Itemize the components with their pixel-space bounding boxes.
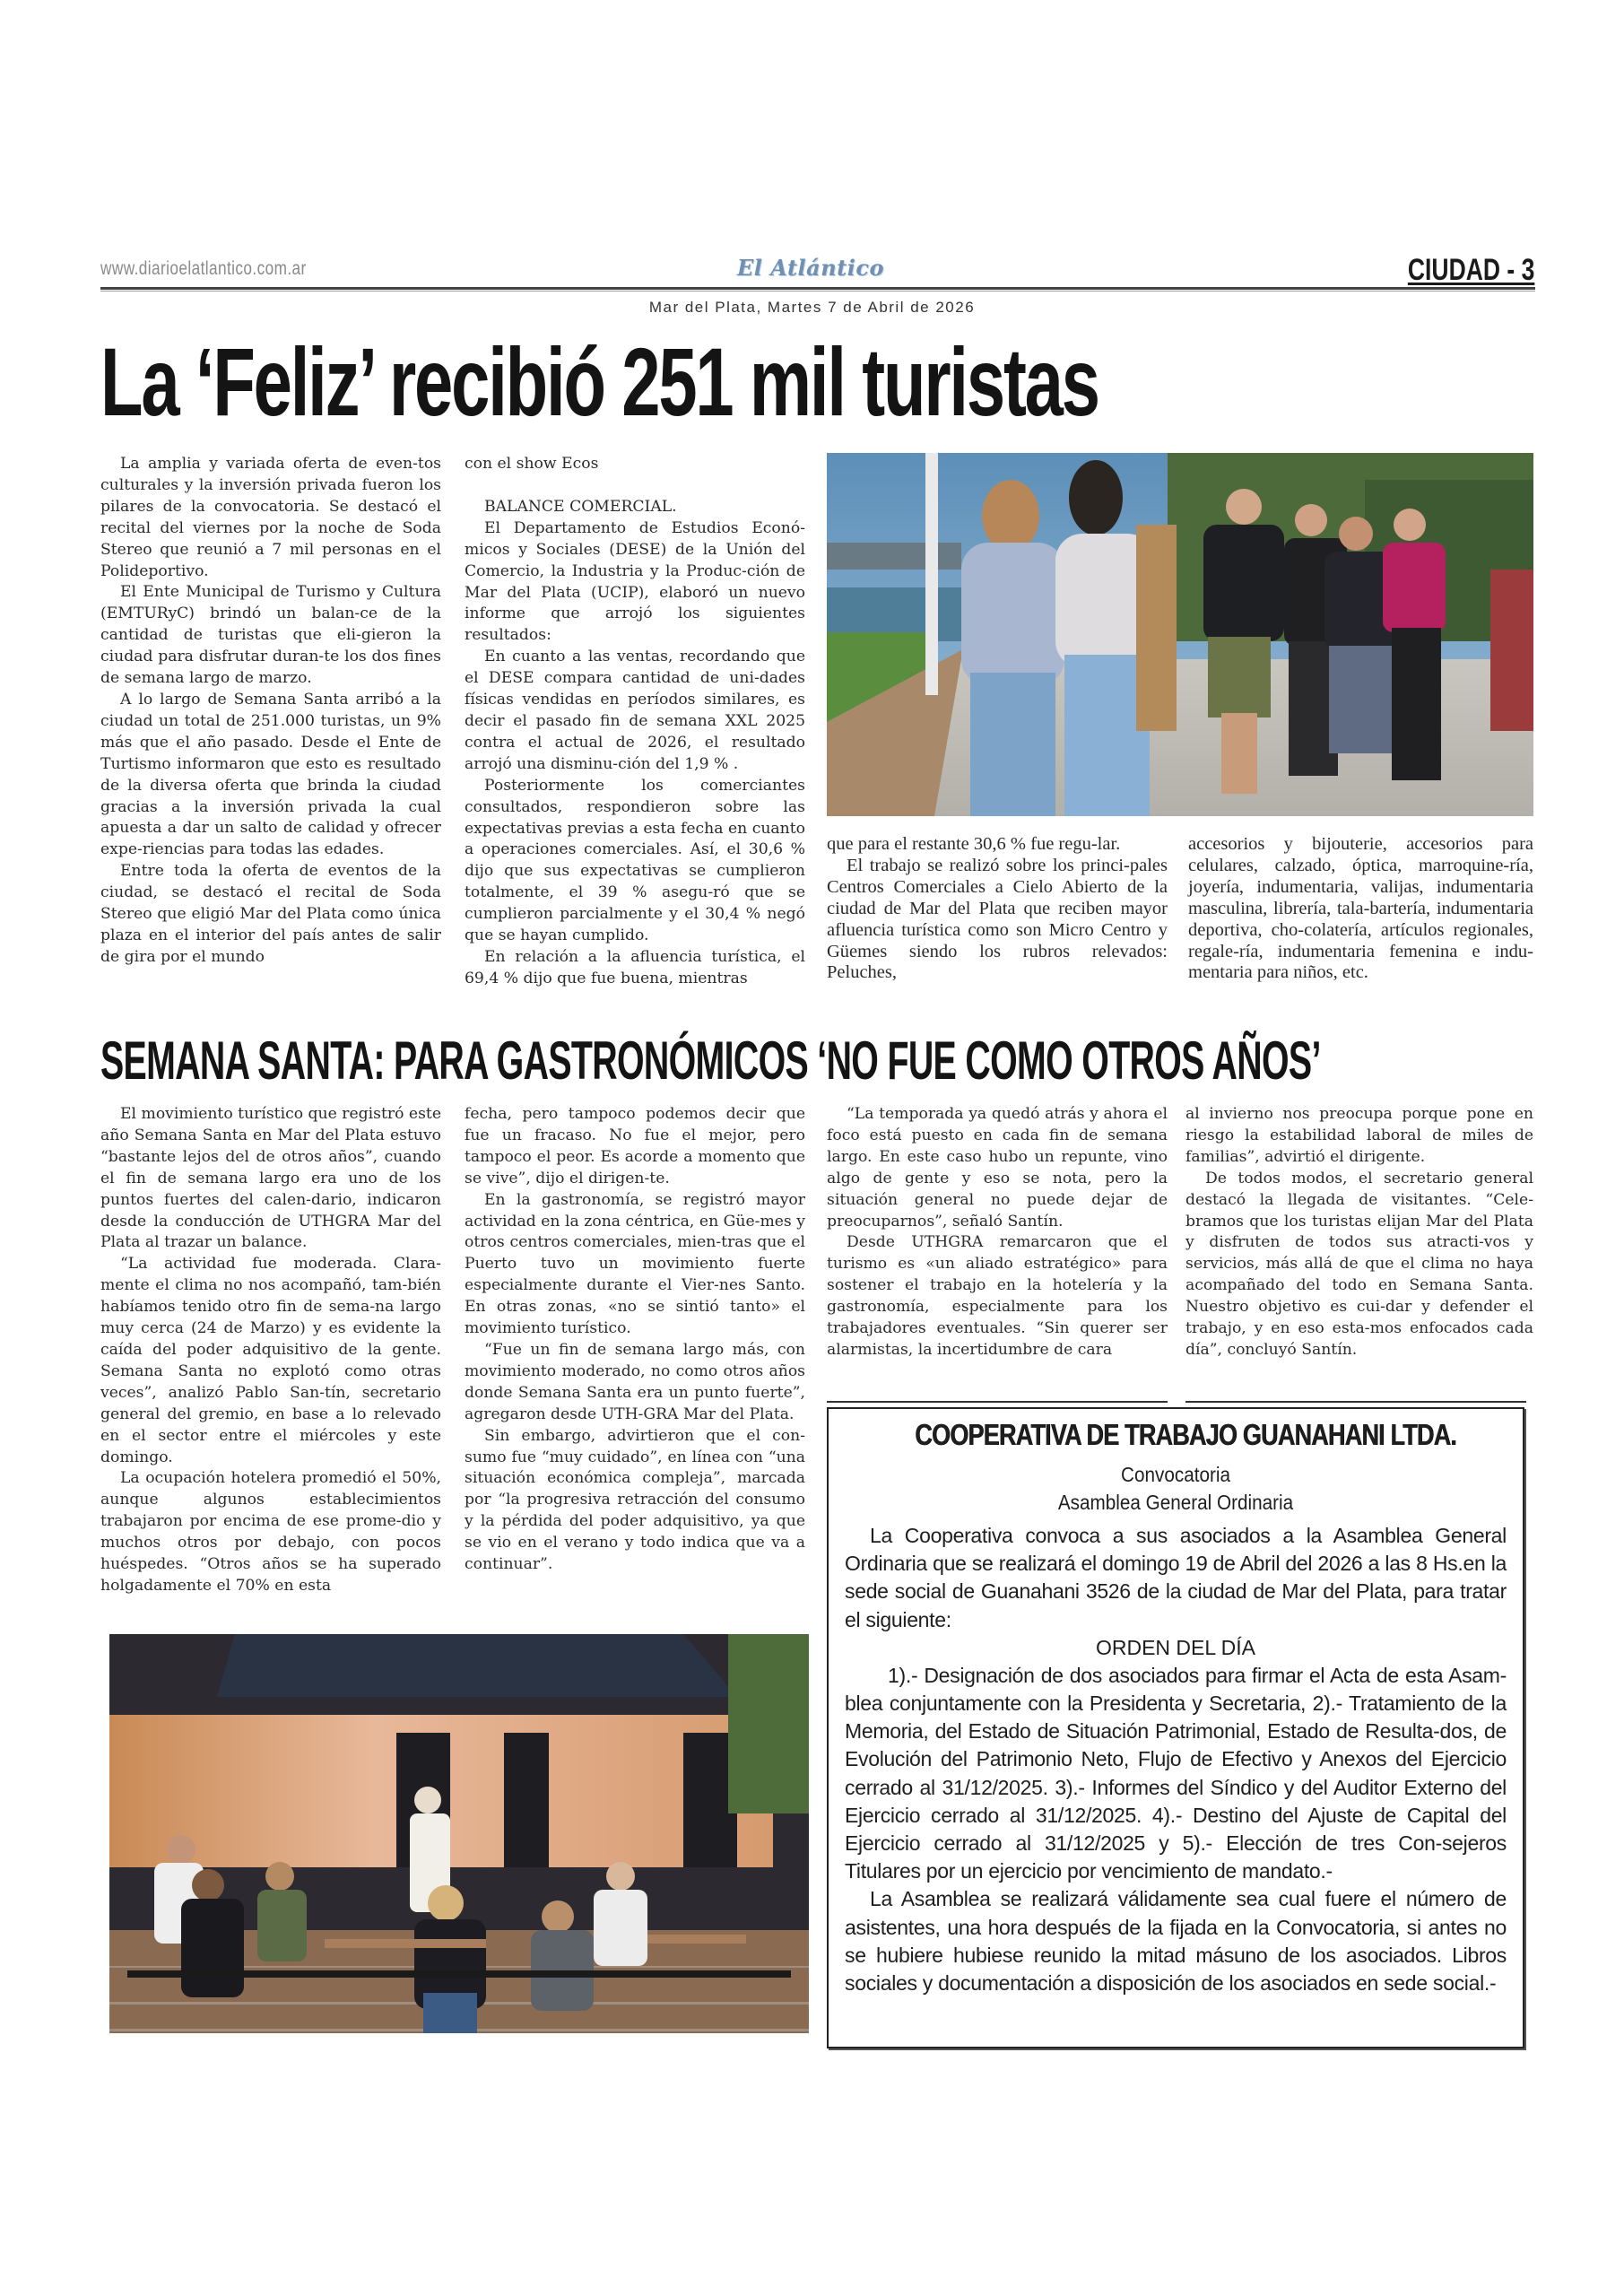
notice-intro: La Cooperativa convoca a sus asociados a la Asamblea General Ordinaria que se realizará el domingo 19 de Abril del 2026 a las 8 Hs.en la sede social de Guanahani 3526 de la ciudad de Mar del Plata, para tratar el siguiente: xyxy=(845,1524,1507,1631)
article2-headline: SEMANA SANTA: PARA GASTRONÓMICOS ‘NO FUE COMO OTROS AÑOS’ xyxy=(100,1031,1321,1091)
photo-restaurant-image xyxy=(109,1634,809,2033)
section-page-label: CIUDAD - 3 xyxy=(1407,253,1534,287)
article1-column-4 xyxy=(1188,834,1533,984)
paragraph: Entre toda la oferta de eventos de la ciudad, se destacó el recital de Soda Stereo que eligió Mar del Plata como única plaza en el interior del país antes de salir de gira por el mundo xyxy=(100,862,441,966)
paragraph: Posteriormente los comerciantes consultados, respondieron sobre las expectativas previas a esta fecha en cuanto a operaciones comerciales. Así, el 30,6 % dijo que sus expectativas se cumplieron totalmente, el 39 % asegu-ró que se cumplieron parcialmente y el 30,4 % negó que se hayan cumplido. xyxy=(465,776,805,945)
article2-column-1 xyxy=(100,1104,441,1597)
newspaper-logo: El Atlántico xyxy=(737,255,884,281)
paragraph: En cuanto a las ventas, recordando que el DESE compara cantidad de uni-dades físicas vendidas en períodos similares, es decir el pasado fin de semana XXL 2025 contra el actual de 2026, el resultado arrojó una disminu-ción del 1,9 % . xyxy=(465,648,805,773)
notice-agenda-heading: ORDEN DEL DÍA xyxy=(1095,1635,1256,1659)
paragraph: El movimiento turístico que registró este año Semana Santa en Mar del Plata estuvo “bastante lejos del de otros años”, cuando el fin de semana largo era uno de los puntos fuertes del calen-dario, indicaron desde la conducción de UTHGRA Mar del Plata al trazar un balance. xyxy=(100,1105,441,1252)
paragraph-continuation: con el show Ecos xyxy=(465,455,599,473)
paragraph: De todos modos, el secretario general destacó la llegada de visitantes. “Cele-bramos que los turistas elijan Mar del Plata y disfruten de todos sus atracti-vos y servicios, más allá de que el clima no haya acompañado del todo en Semana Santa. Nuestro objetivo es cui-dar y defender el trabajo, y en eso esta-mos enfocados cada día”, concluyó Santín. xyxy=(1185,1169,1533,1359)
photo-restaurant-terrace xyxy=(109,1634,809,2033)
article1-headline: La ‘Feliz’ recibió 251 mil turistas xyxy=(100,327,1099,436)
notice-closing: La Asamblea se realizará válidamente sea cual fuere el número de asistentes, una hora después de la fijada en la Convocatoria, si antes no se hubiere hubiese reunido la mitad másuno de los asociados. Libros sociales y documentación a disposición de los asociados en sede social.- xyxy=(845,1887,1507,1996)
paragraph: Desde UTHGRA remarcaron que el turismo es «un aliado estratégico» para sostener el trabajo en la hotelería y la gastronomía, especialmente para los trabajadores eventuales. “Sin querer ser alarmistas, la incertidumbre de cara xyxy=(827,1233,1168,1359)
article1-column-2 xyxy=(465,454,805,990)
paragraph: El trabajo se realizó sobre los princi-pales Centros Comerciales a Cielo Abierto de la ciudad de Mar del Plata que reciben mayor afluencia turística como son Micro Centro y Güemes siendo los rubros relevados: Peluches, xyxy=(827,855,1168,983)
paragraph: A lo largo de Semana Santa arribó a la ciudad un total de 251.000 turistas, un 9% más que el año pasado. Desde el Ente de Turtismo informaron que esto es resultado de la diversa oferta que brinda la ciudad gracias a la inversión privada la cual apuesta a dar un salto de calidad y ofrecer expe-riencias para todas las edades. xyxy=(100,690,441,859)
article1-column-1 xyxy=(100,454,441,969)
paragraph: “La actividad fue moderada. Clara-mente el clima no nos acompañó, tam-bién habíamos tenido otro fin de sema-na largo muy cerca (24 de Marzo) y es evidente la caída del poder adquisitivo de la gente. Semana Santa no explotó como otras veces”, analizó Pablo San-tín, secretario general del gremio, en base a lo relevado en el sector entre el miércoles y este domingo. xyxy=(100,1255,441,1466)
cooperative-assembly-notice xyxy=(827,1407,1524,2048)
notice-subtitle-assembly: Asamblea General Ordinaria xyxy=(1057,1491,1294,1514)
paragraph: “La temporada ya quedó atrás y ahora el foco está puesto en cada fin de semana largo. En este caso hubo un repunte, vino algo de gente y eso se nota, pero la situación general no puede dejar de preocuparnos”, señaló Santín. xyxy=(827,1105,1168,1231)
article2-column-2 xyxy=(465,1104,805,1576)
paragraph: La ocupación hotelera promedió el 50%, aunque algunos establecimientos trabajaron por encima de ese prome-dio y muchos otros por debajo, con pocos huéspedes. “Otros años se ha superado holgadamente el 70% en esta xyxy=(100,1469,441,1595)
paragraph: Sin embargo, advirtieron que el con-sumo fue “muy cuidado”, en línea con “una situación económica compleja”, marcada por “la progresiva retracción del consumo y la pérdida del poder adquisitivo, ya que se vio en el verano y todo indica que va a continuar”. xyxy=(465,1426,805,1574)
paragraph: El Ente Municipal de Turismo y Cultura (EMTURyC) brindó un balan-ce de la cantidad de turistas que eli-gieron la ciudad para disfrutar duran-te los dos fines de semana largo de marzo. xyxy=(100,583,441,688)
article2-column-4 xyxy=(1185,1104,1533,1361)
notice-title: COOPERATIVA DE TRABAJO GUANAHANI LTDA. xyxy=(915,1418,1456,1451)
paragraph: La amplia y variada oferta de even-tos culturales y la inversión privada fueron los pilares de la convocatoria. Se destacó el recital del viernes por la noche de Soda Stereo que reunió a 7 mil personas en el Polideportivo. xyxy=(100,455,441,580)
photo-tourists-image xyxy=(827,453,1533,816)
subheading: BALANCE COMERCIAL. xyxy=(484,497,677,516)
article1-column-3 xyxy=(827,834,1168,984)
paragraph-continuation: fecha, pero tampoco podemos decir que fue un fracaso. No fue el mejor, pero tampoco el peor. Es acorde a momento que se vive”, dijo el dirigen-te. xyxy=(465,1105,805,1187)
paragraph-continuation: que para el restante 30,6 % fue regu-lar. xyxy=(827,834,1121,854)
paragraph-continuation: al invierno nos preocupa porque pone en riesgo la estabilidad laboral de miles de familias”, advirtió el dirigente. xyxy=(1185,1105,1533,1166)
column-end-rule xyxy=(1185,1401,1526,1403)
notice-agenda: 1).- Designación de dos asociados para firmar el Acta de esta Asam-blea conjuntamente con la Presidenta y Secretaria, 2).- Tratamiento de la Memoria, del Estado de Situación Patrimonial, Estado de Resulta-dos, de Evolución del Patrimonio Neto, Flujo de Efectivo y Anexos del Ejercicio cerrado al 31/12/2025. 3).- Informes del Síndico y del Auditor Externo del Ejercicio cerrado al 31/12/2025. 4).- Destino del Ajuste de Capital del Ejercicio cerrado al 31/12/2025 y 5).- Elección de tres Con-sejeros Titulares por un ejercicio por vencimiento de mandato.- xyxy=(845,1663,1507,1883)
paragraph: “Fue un fin de semana largo más, con movimiento moderado, no como otros años donde Semana Santa era un punto fuerte”, agregaron desde UTH-GRA Mar del Plata. xyxy=(465,1340,805,1423)
article2-column-3 xyxy=(827,1104,1168,1361)
paragraph: En la gastronomía, se registró mayor actividad en la zona céntrica, en Güe-mes y otros centros comerciales, mien-tras que el Puerto tuvo un movimiento fuerte especialmente durante el Vier-nes Santo. En otras zonas, «no se sintió tanto» el movimiento turístico. xyxy=(465,1190,805,1338)
column-end-rule xyxy=(827,1401,1168,1403)
photo-tourists-promenade xyxy=(827,453,1533,816)
paragraph-continuation: accesorios y bijouterie, accesorios para celulares, calzado, óptica, marroquine-ría, joyería, indumentaria, valijas, indumentaria masculina, librería, tala-bartería, indumentaria deportiva, cho-colatería, artículos regionales, regale-ría, indumentaria femenina e indu-mentaria para niños, etc. xyxy=(1188,834,1533,983)
header-rule xyxy=(100,287,1535,290)
dateline: Mar del Plata, Martes 7 de Abril de 2026 xyxy=(648,299,976,316)
paragraph: El Departamento de Estudios Econó-micos y Sociales (DESE) de la Unión del Comercio, la Industria y la Produc-ción de Mar del Plata (UCIP), elaboró un nuevo informe que arrojó los siguientes resultados: xyxy=(465,518,805,645)
notice-subtitle-convocatoria: Convocatoria xyxy=(1121,1463,1230,1486)
site-url[interactable]: www.diarioelatlantico.com.ar xyxy=(100,258,307,279)
paragraph: En relación a la afluencia turística, el 69,4 % dijo que fue buena, mientras xyxy=(465,947,805,987)
